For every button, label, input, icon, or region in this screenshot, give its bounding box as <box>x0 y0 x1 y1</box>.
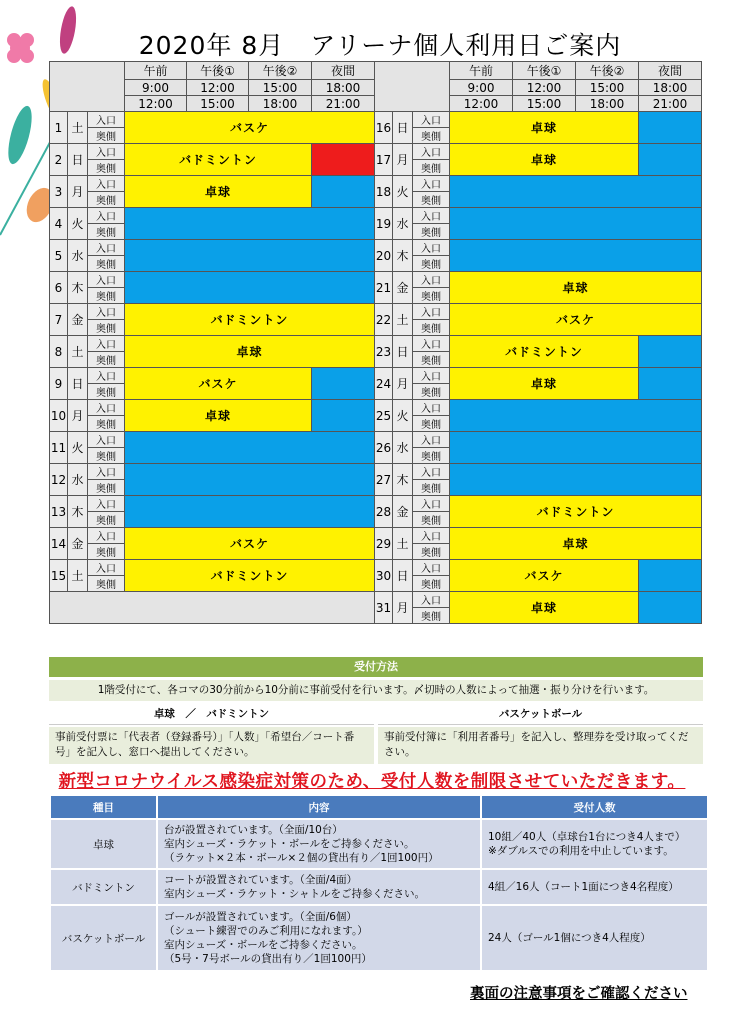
weekday: 金 <box>393 496 413 528</box>
weekday: 火 <box>393 400 413 432</box>
activity-cell: バスケ <box>125 528 375 560</box>
day-number: 13 <box>50 496 68 528</box>
entrance-label: 入口 <box>88 336 125 352</box>
entrance-label: 入口 <box>88 144 125 160</box>
day-number: 16 <box>375 112 393 144</box>
reception-left-text: 事前受付票に「代表者（登録番号）」「人数」「希望台／コート番号」を記入し、窓口へ提出してください。 <box>49 727 374 764</box>
activity-cell: 卓球 <box>125 400 312 432</box>
closed-cell <box>450 240 702 272</box>
closed-cell <box>312 176 375 208</box>
reception-left-heading: 卓球 ／ バドミントン <box>49 704 374 725</box>
back-label: 奥側 <box>88 448 125 464</box>
sport-info-body <box>50 795 708 971</box>
closed-cell <box>125 240 375 272</box>
day-row <box>50 400 702 416</box>
closed-cell <box>639 112 702 144</box>
content-line: 室内シューズ・ラケット・シャトルをご持参ください。 <box>164 888 426 900</box>
weekday: 火 <box>68 208 88 240</box>
weekday: 土 <box>68 112 88 144</box>
weekday: 火 <box>393 176 413 208</box>
weekday: 土 <box>68 560 88 592</box>
closed-cell <box>125 432 375 464</box>
entrance-label: 入口 <box>413 528 450 544</box>
schedule-calendar <box>49 61 702 624</box>
closed-cell <box>312 144 375 176</box>
closed-cell <box>125 208 375 240</box>
sport-content <box>157 905 481 971</box>
period-name: 夜間 <box>312 62 375 80</box>
activity-cell: バスケ <box>450 304 702 336</box>
activity-cell: 卓球 <box>450 144 639 176</box>
activity-cell: バドミントン <box>125 144 312 176</box>
period-name: 午後② <box>576 62 639 80</box>
day-number: 18 <box>375 176 393 208</box>
day-number: 28 <box>375 496 393 528</box>
back-label: 奥側 <box>88 128 125 144</box>
back-label: 奥側 <box>413 192 450 208</box>
entrance-label: 入口 <box>413 272 450 288</box>
reception-title: 受付方法 <box>49 657 703 677</box>
day-row <box>50 176 702 192</box>
back-label: 奥側 <box>413 288 450 304</box>
activity-cell: 卓球 <box>450 592 639 624</box>
day-number: 3 <box>50 176 68 208</box>
weekday: 日 <box>68 368 88 400</box>
back-label: 奥側 <box>88 480 125 496</box>
sport-name: バスケットボール <box>50 905 157 971</box>
closed-cell <box>312 400 375 432</box>
day-row <box>50 592 702 608</box>
weekday: 日 <box>393 112 413 144</box>
back-label: 奥側 <box>413 576 450 592</box>
entrance-label: 入口 <box>413 464 450 480</box>
entrance-label: 入口 <box>413 592 450 608</box>
day-number: 9 <box>50 368 68 400</box>
reception-line: 1階受付にて、各コマの30分前から10分前に事前受付を行います。〆切時の人数によって抽選・振り分けを行います。 <box>49 680 703 701</box>
weekday: 水 <box>68 240 88 272</box>
back-label: 奥側 <box>413 352 450 368</box>
period-name: 午後① <box>513 62 576 80</box>
day-row <box>50 528 702 544</box>
back-label: 奥側 <box>88 224 125 240</box>
back-label: 奥側 <box>413 416 450 432</box>
activity-cell: バドミントン <box>450 496 702 528</box>
calendar-body <box>50 62 702 624</box>
entrance-label: 入口 <box>413 112 450 128</box>
back-label: 奥側 <box>413 448 450 464</box>
weekday: 土 <box>393 528 413 560</box>
closed-cell <box>639 336 702 368</box>
period-end: 21:00 <box>312 96 375 112</box>
activity-cell: バスケ <box>450 560 639 592</box>
day-row <box>50 336 702 352</box>
closed-cell <box>639 560 702 592</box>
empty-cell <box>50 592 375 624</box>
day-number: 15 <box>50 560 68 592</box>
sport-info-table <box>49 794 709 972</box>
entrance-label: 入口 <box>413 336 450 352</box>
period-end: 21:00 <box>639 96 702 112</box>
period-end: 12:00 <box>125 96 187 112</box>
sport-capacity <box>481 869 708 905</box>
capacity-line: 10組／40人（卓球台1台につき4人まで） <box>488 831 686 843</box>
weekday: 木 <box>68 272 88 304</box>
entrance-label: 入口 <box>88 240 125 256</box>
period-name: 午前 <box>450 62 513 80</box>
back-label: 奥側 <box>413 160 450 176</box>
closed-cell <box>450 176 702 208</box>
weekday: 金 <box>68 304 88 336</box>
page-title: 2020年 8月 アリーナ個人利用日ご案内 <box>138 31 622 60</box>
entrance-label: 入口 <box>413 208 450 224</box>
period-end: 15:00 <box>187 96 249 112</box>
closed-cell <box>125 272 375 304</box>
period-name: 午後② <box>249 62 312 80</box>
activity-cell: バスケ <box>125 368 312 400</box>
back-label: 奥側 <box>88 288 125 304</box>
day-row <box>50 432 702 448</box>
reception-right-heading: バスケットボール <box>378 704 703 725</box>
entrance-label: 入口 <box>413 560 450 576</box>
reception-right-text: 事前受付簿に「利用者番号」を記入し、整理券を受け取ってください。 <box>378 727 703 764</box>
day-number: 7 <box>50 304 68 336</box>
weekday: 日 <box>393 336 413 368</box>
back-label: 奥側 <box>88 384 125 400</box>
activity-cell: 卓球 <box>125 176 312 208</box>
back-label: 奥側 <box>88 192 125 208</box>
entrance-label: 入口 <box>413 368 450 384</box>
back-label: 奥側 <box>88 256 125 272</box>
day-number: 24 <box>375 368 393 400</box>
content-line: （ラケット×２本・ボール×２個の貸出有り／1回100円） <box>164 852 439 864</box>
entrance-label: 入口 <box>413 304 450 320</box>
day-number: 25 <box>375 400 393 432</box>
closed-cell <box>639 144 702 176</box>
info-header: 内容 <box>157 795 481 819</box>
weekday: 木 <box>68 496 88 528</box>
content-line: コートが設置されています。（全面/4面） <box>164 874 358 886</box>
day-number: 27 <box>375 464 393 496</box>
sport-content <box>157 869 481 905</box>
header-blank <box>375 62 450 112</box>
footer-note: 裏面の注意事項をご確認ください <box>470 986 688 1002</box>
period-name: 午後① <box>187 62 249 80</box>
content-line: ゴールが設置されています。（全面/6個） <box>164 911 357 923</box>
activity-cell: 卓球 <box>450 112 639 144</box>
day-number: 14 <box>50 528 68 560</box>
activity-cell: 卓球 <box>450 368 639 400</box>
entrance-label: 入口 <box>88 496 125 512</box>
back-label: 奥側 <box>413 480 450 496</box>
entrance-label: 入口 <box>88 304 125 320</box>
content-line: 室内シューズ・ラケット・ボールをご持参ください。 <box>164 838 415 850</box>
weekday: 火 <box>68 432 88 464</box>
period-start: 18:00 <box>312 80 375 96</box>
closed-cell <box>450 208 702 240</box>
day-number: 23 <box>375 336 393 368</box>
capacity-line: 4組／16人（コート1面につき4名程度） <box>488 881 679 893</box>
info-header-row <box>50 795 708 819</box>
day-number: 2 <box>50 144 68 176</box>
back-label: 奥側 <box>88 416 125 432</box>
entrance-label: 入口 <box>413 432 450 448</box>
sport-content <box>157 819 481 869</box>
weekday: 日 <box>68 144 88 176</box>
day-number: 1 <box>50 112 68 144</box>
closed-cell <box>639 368 702 400</box>
weekday: 土 <box>68 336 88 368</box>
info-row <box>50 869 708 905</box>
back-label: 奥側 <box>88 544 125 560</box>
back-label: 奥側 <box>413 128 450 144</box>
period-name: 午前 <box>125 62 187 80</box>
day-number: 19 <box>375 208 393 240</box>
entrance-label: 入口 <box>413 400 450 416</box>
content-line: （5号・7号ボールの貸出有り／1回100円） <box>164 953 372 965</box>
back-label: 奥側 <box>88 512 125 528</box>
activity-cell: 卓球 <box>125 336 375 368</box>
day-row <box>50 368 702 384</box>
back-label: 奥側 <box>413 544 450 560</box>
entrance-label: 入口 <box>88 208 125 224</box>
period-start: 18:00 <box>639 80 702 96</box>
day-row <box>50 496 702 512</box>
weekday: 月 <box>393 592 413 624</box>
day-number: 10 <box>50 400 68 432</box>
period-end: 12:00 <box>450 96 513 112</box>
covid-warning: 新型コロナウイルス感染症対策のため、受付人数を制限させていただきます。 <box>58 772 686 792</box>
period-start: 9:00 <box>125 80 187 96</box>
weekday: 木 <box>393 464 413 496</box>
back-label: 奥側 <box>413 320 450 336</box>
info-header: 受付人数 <box>481 795 708 819</box>
capacity-line: 24人（ゴール1個につき4人程度） <box>488 932 651 944</box>
entrance-label: 入口 <box>88 272 125 288</box>
period-start: 9:00 <box>450 80 513 96</box>
day-number: 12 <box>50 464 68 496</box>
back-label: 奥側 <box>88 160 125 176</box>
back-label: 奥側 <box>413 512 450 528</box>
day-number: 17 <box>375 144 393 176</box>
weekday: 水 <box>393 208 413 240</box>
day-number: 29 <box>375 528 393 560</box>
closed-cell <box>312 368 375 400</box>
entrance-label: 入口 <box>88 400 125 416</box>
day-number: 22 <box>375 304 393 336</box>
closed-cell <box>639 592 702 624</box>
period-end: 18:00 <box>576 96 639 112</box>
day-number: 30 <box>375 560 393 592</box>
entrance-label: 入口 <box>88 464 125 480</box>
day-row <box>50 240 702 256</box>
header-blank <box>50 62 125 112</box>
day-number: 20 <box>375 240 393 272</box>
info-row <box>50 905 708 971</box>
period-start: 12:00 <box>187 80 249 96</box>
capacity-line: ※ダブルスでの利用を中止しています。 <box>488 845 674 857</box>
period-start: 15:00 <box>249 80 312 96</box>
weekday: 月 <box>68 400 88 432</box>
day-number: 31 <box>375 592 393 624</box>
weekday: 月 <box>68 176 88 208</box>
day-number: 5 <box>50 240 68 272</box>
weekday: 月 <box>393 144 413 176</box>
content-line: 台が設置されています。（全面/10台） <box>164 824 343 836</box>
activity-cell: バドミントン <box>125 304 375 336</box>
entrance-label: 入口 <box>88 176 125 192</box>
back-label: 奥側 <box>413 608 450 624</box>
info-row <box>50 819 708 869</box>
day-number: 8 <box>50 336 68 368</box>
period-end: 18:00 <box>249 96 312 112</box>
entrance-label: 入口 <box>88 368 125 384</box>
closed-cell <box>450 400 702 432</box>
weekday: 水 <box>393 432 413 464</box>
day-number: 11 <box>50 432 68 464</box>
weekday: 金 <box>393 272 413 304</box>
sport-capacity <box>481 819 708 869</box>
activity-cell: バドミントン <box>125 560 375 592</box>
weekday: 日 <box>393 560 413 592</box>
entrance-label: 入口 <box>413 144 450 160</box>
entrance-label: 入口 <box>88 432 125 448</box>
day-row <box>50 144 702 160</box>
day-row <box>50 272 702 288</box>
activity-cell: バドミントン <box>450 336 639 368</box>
sport-name: バドミントン <box>50 869 157 905</box>
back-label: 奥側 <box>88 576 125 592</box>
back-label: 奥側 <box>413 224 450 240</box>
entrance-label: 入口 <box>88 112 125 128</box>
day-row <box>50 464 702 480</box>
entrance-label: 入口 <box>413 240 450 256</box>
activity-cell: バスケ <box>125 112 375 144</box>
period-start: 15:00 <box>576 80 639 96</box>
content-line: （シュート練習でのみご利用になれます。） <box>164 925 368 937</box>
closed-cell <box>450 432 702 464</box>
day-row <box>50 560 702 576</box>
sport-capacity <box>481 905 708 971</box>
day-number: 4 <box>50 208 68 240</box>
back-label: 奥側 <box>413 256 450 272</box>
weekday: 土 <box>393 304 413 336</box>
day-number: 26 <box>375 432 393 464</box>
day-row <box>50 304 702 320</box>
day-row <box>50 208 702 224</box>
day-row <box>50 112 702 128</box>
day-number: 21 <box>375 272 393 304</box>
weekday: 水 <box>68 464 88 496</box>
weekday: 金 <box>68 528 88 560</box>
closed-cell <box>125 496 375 528</box>
entrance-label: 入口 <box>88 528 125 544</box>
sport-name: 卓球 <box>50 819 157 869</box>
day-number: 6 <box>50 272 68 304</box>
info-header: 種目 <box>50 795 157 819</box>
closed-cell <box>125 464 375 496</box>
weekday: 月 <box>393 368 413 400</box>
closed-cell <box>450 464 702 496</box>
back-label: 奥側 <box>88 352 125 368</box>
entrance-label: 入口 <box>413 496 450 512</box>
header-row <box>50 62 702 80</box>
back-label: 奥側 <box>88 320 125 336</box>
period-start: 12:00 <box>513 80 576 96</box>
activity-cell: 卓球 <box>450 272 702 304</box>
weekday: 木 <box>393 240 413 272</box>
content-line: 室内シューズ・ボールをご持参ください。 <box>164 939 363 951</box>
entrance-label: 入口 <box>413 176 450 192</box>
activity-cell: 卓球 <box>450 528 702 560</box>
entrance-label: 入口 <box>88 560 125 576</box>
period-end: 15:00 <box>513 96 576 112</box>
back-label: 奥側 <box>413 384 450 400</box>
period-name: 夜間 <box>639 62 702 80</box>
